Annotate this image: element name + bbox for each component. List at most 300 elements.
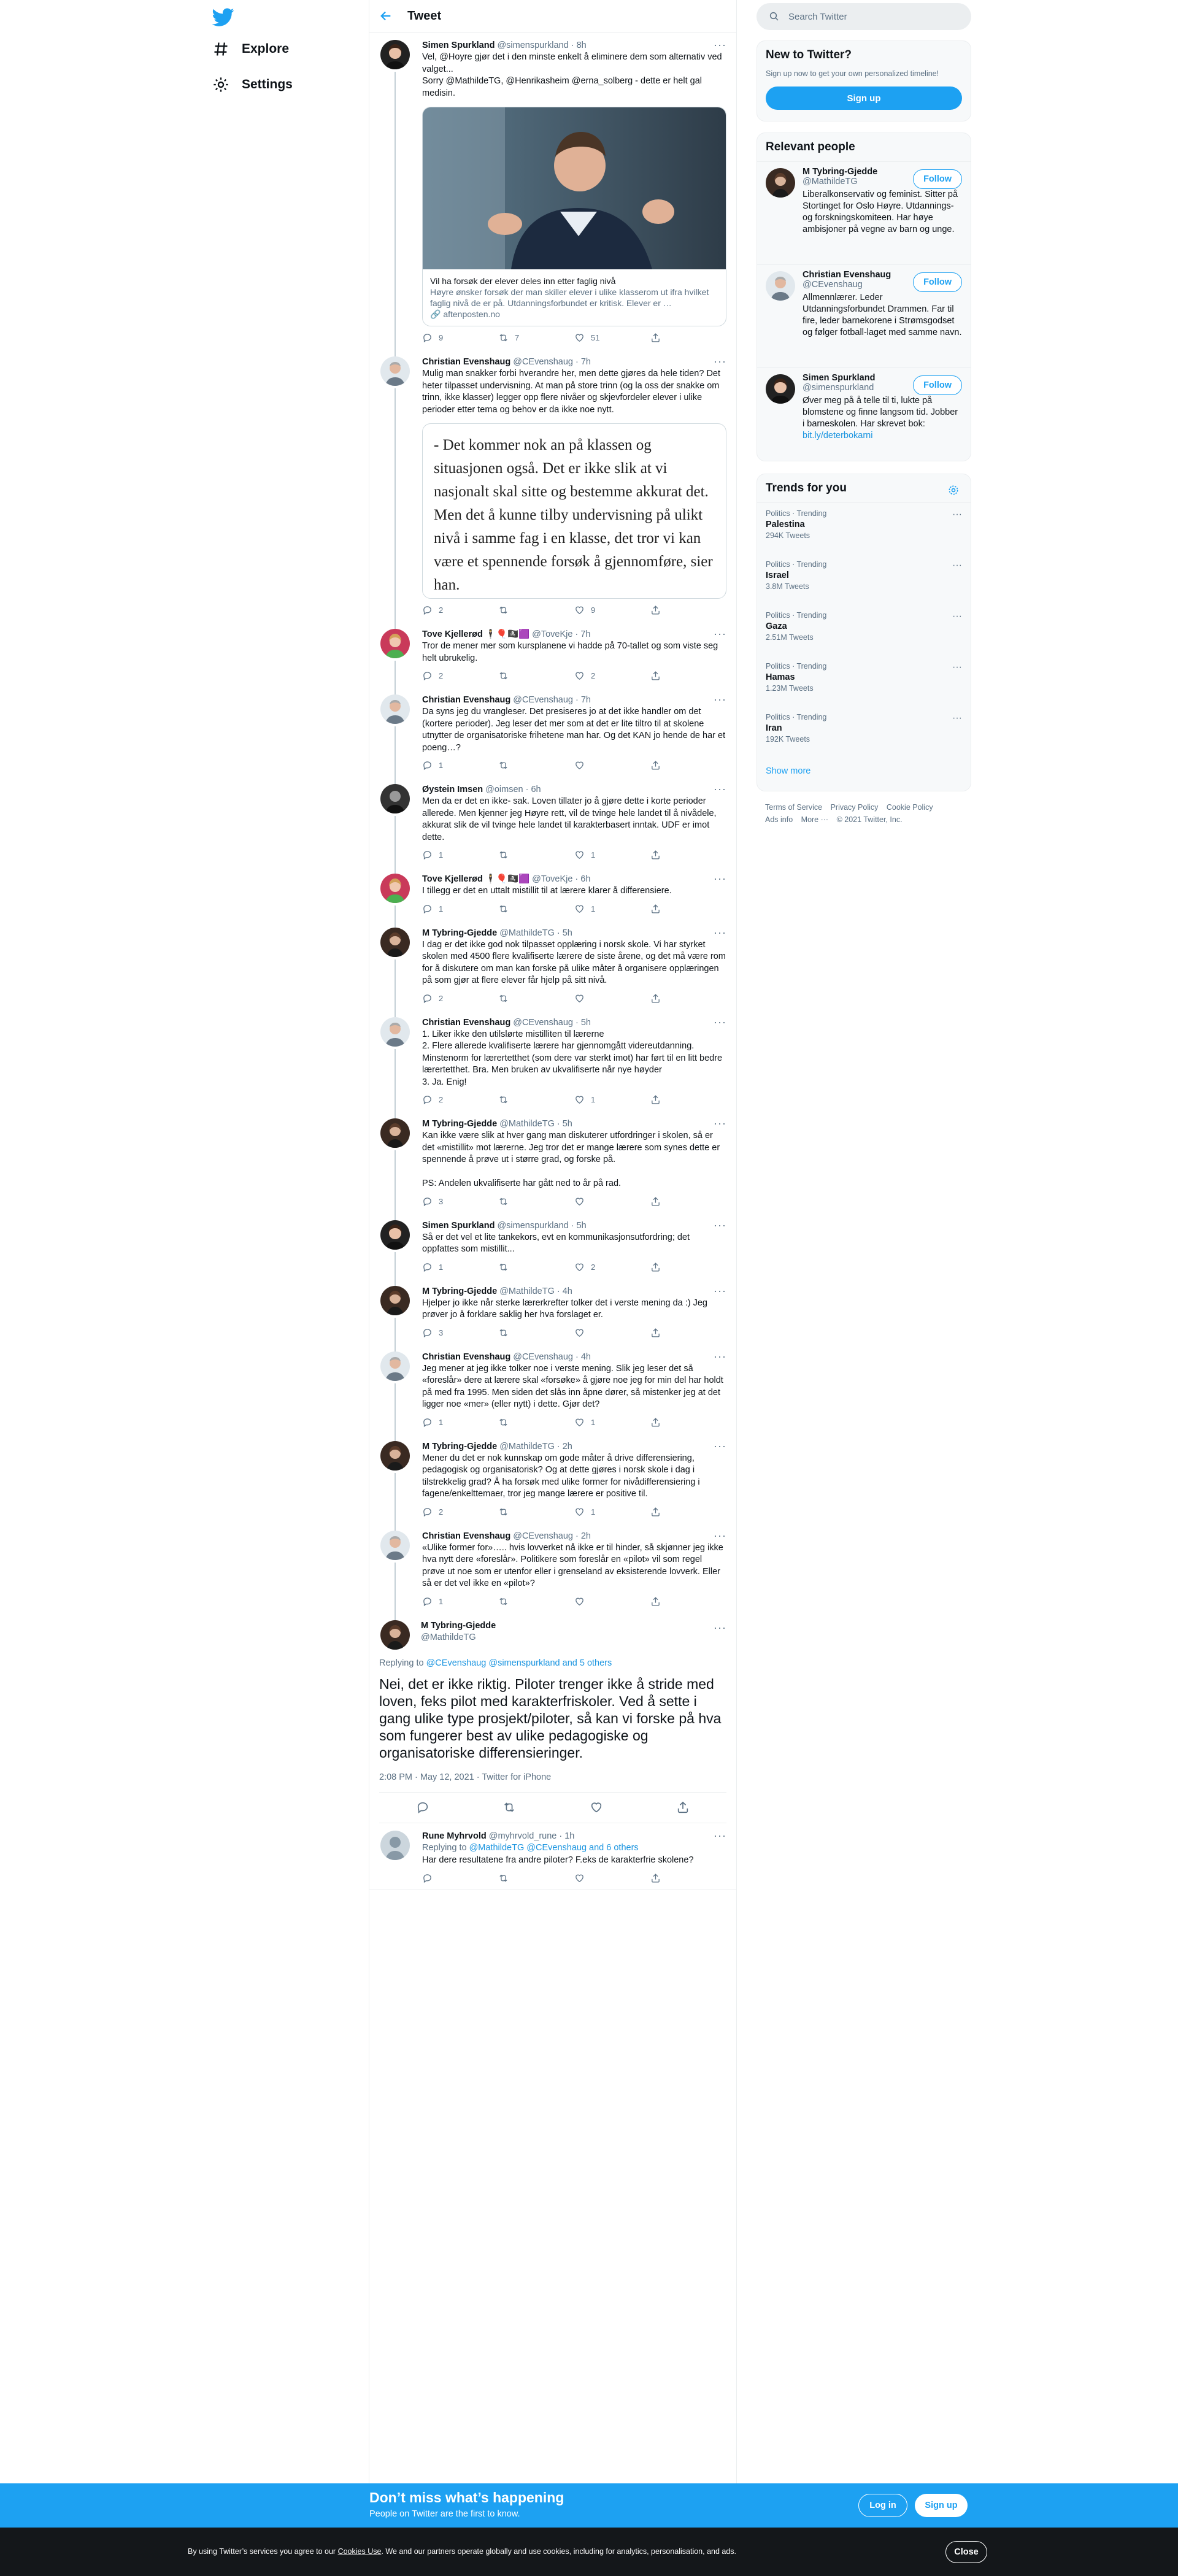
author-name[interactable]: M Tybring-Gjedde — [422, 1286, 498, 1296]
reply-count: 1 — [439, 1596, 444, 1606]
replying-to-link[interactable]: @MathildeTG @CEvenshaug and 6 others — [469, 1842, 639, 1853]
separator: · — [575, 629, 579, 639]
more-icon[interactable]: ··· — [714, 1284, 726, 1297]
trend-name: Israel — [766, 571, 789, 580]
reply-icon — [422, 671, 433, 681]
thread-connector — [395, 1150, 396, 1220]
search-bar[interactable] — [756, 3, 971, 30]
like-icon — [574, 1094, 585, 1105]
more-icon[interactable]: ··· — [714, 1529, 726, 1542]
retweet-button[interactable] — [498, 760, 574, 771]
trend-item[interactable] — [757, 503, 971, 554]
author-handle[interactable]: @simenspurkland — [497, 1220, 569, 1231]
avatar[interactable] — [380, 356, 410, 386]
focus-tweet-text: Nei, det er ikke riktig. Piloter trenger ikke å stride med loven, feks pilot med karakterfriskoler. Ved å sette i gang ulike type prosjekt/piloter, så kan vi forske på hva som fungerer best av ulike pedagogiske og organisatoriske differensieringer. — [379, 1675, 722, 1761]
author-name[interactable]: Simen Spurkland — [422, 40, 495, 50]
avatar[interactable] — [380, 1118, 410, 1148]
thread-connector — [395, 72, 396, 356]
author-name[interactable]: Christian Evenshaug — [422, 1351, 511, 1362]
avatar[interactable] — [380, 1286, 410, 1315]
focus-timestamp[interactable]: 2:08 PM · May 12, 2021 · Twitter for iPhone — [379, 1772, 726, 1793]
share-icon — [650, 333, 661, 343]
tweet-time[interactable]: 6h — [580, 874, 591, 884]
back-arrow-icon[interactable] — [379, 9, 393, 23]
author-handle[interactable]: @CEvenshaug — [513, 695, 573, 705]
like-icon — [574, 993, 585, 1004]
more-icon[interactable]: ··· — [714, 1350, 726, 1363]
person-handle[interactable]: @MathildeTG — [803, 177, 858, 186]
like-icon — [574, 760, 585, 771]
avatar[interactable] — [380, 40, 410, 69]
like-button[interactable] — [574, 1094, 650, 1105]
share-icon — [650, 1873, 661, 1883]
share-button[interactable] — [650, 333, 726, 343]
reply-count: 1 — [439, 1262, 444, 1272]
quoted-image[interactable]: - Det kommer nok an på klassen og situasjonen også. Det er ikke slik at vi nasjonalt skal sitte og bestemme akkurat det. Men det å kunne tilby undervisning på ulikt nivå i samme fag i en klasse, det tror vi kan være et spennende forsøk å gjennomføre, sier han. — [422, 423, 726, 599]
tweet-time[interactable]: 5h — [576, 1220, 587, 1231]
like-icon — [574, 1873, 585, 1883]
person-bio: Allmennlærer. Leder Utdanningsforbundet Drammen. Far til fire, leder barnekorene i Strømsgodset og følger fotball-laget med samme navn. — [803, 293, 962, 337]
author-handle[interactable]: @simenspurkland — [497, 40, 569, 50]
reply-icon[interactable] — [416, 1801, 429, 1814]
nav-settings-label: Settings — [242, 77, 293, 91]
footer-privacy[interactable]: Privacy Policy — [830, 803, 879, 812]
show-more-link[interactable]: Show more — [766, 766, 811, 776]
reply-button[interactable] — [422, 1596, 498, 1607]
reply-count: 3 — [439, 1196, 444, 1206]
avatar[interactable] — [380, 629, 410, 658]
author-handle[interactable]: @CEvenshaug — [513, 1351, 573, 1362]
reply-button[interactable] — [422, 1328, 498, 1338]
separator: · — [556, 1119, 560, 1129]
trend-count: 1.23M Tweets — [766, 684, 814, 693]
page-title: Tweet — [407, 9, 442, 23]
reply-button[interactable] — [422, 850, 498, 860]
like-button[interactable] — [574, 605, 650, 615]
retweet-icon — [498, 1417, 509, 1428]
like-count: 1 — [591, 850, 596, 859]
share-button[interactable] — [650, 605, 726, 615]
retweet-button[interactable] — [498, 850, 574, 860]
thread-tweet[interactable] — [369, 1213, 736, 1278]
like-icon — [574, 671, 585, 681]
author-name[interactable]: Øystein Imsen — [422, 785, 483, 794]
like-button[interactable] — [574, 1417, 650, 1428]
thread-tweet[interactable] — [369, 1111, 736, 1213]
retweet-button[interactable] — [498, 1328, 574, 1338]
tweet-text: Men da er det en ikke- sak. Loven tillater jo å gjøre dette i korte perioder allerede. Men kjenner jeg Høyre rett, vil de tvinge hele landet til å nivådele, akkurat slik de vil tvinge hele landet til karakterbasert inntak. UDF er imot dette. — [422, 796, 717, 842]
share-button[interactable] — [650, 1507, 726, 1517]
author-name[interactable]: M Tybring-Gjedde — [422, 1441, 498, 1451]
reply-button[interactable] — [422, 333, 498, 343]
author-name[interactable]: Rune Myhrvold — [422, 1831, 487, 1841]
reply-button[interactable] — [422, 1507, 498, 1517]
twitter-logo-icon[interactable] — [212, 6, 234, 28]
thread-tweet[interactable] — [369, 33, 736, 349]
like-button[interactable] — [574, 1507, 650, 1517]
thread-tweet[interactable] — [369, 1434, 736, 1523]
tweet-time[interactable]: 4h — [580, 1351, 591, 1362]
author-name[interactable]: Tove Kjellerød 🕴🎈🏴‍☠️🟪 — [422, 874, 530, 884]
author-handle[interactable]: @CEvenshaug — [513, 1531, 573, 1541]
retweet-button[interactable] — [498, 1417, 574, 1428]
thread-tweet[interactable] — [369, 1278, 736, 1344]
more-icon[interactable]: ··· — [714, 872, 726, 885]
more-icon[interactable]: ··· — [714, 1117, 726, 1129]
trend-item[interactable] — [757, 554, 971, 605]
nav-explore[interactable] — [212, 40, 289, 58]
more-icon[interactable]: ··· — [952, 560, 962, 571]
new-to-twitter-panel — [756, 40, 971, 121]
tweet-text: Så er det vel et lite tankekors, evt en kommunikasjonsutfordring; det oppfattes som mistillit... — [422, 1232, 690, 1254]
avatar[interactable] — [380, 928, 410, 957]
like-button[interactable] — [574, 904, 650, 914]
tweet-actions — [422, 1873, 726, 1883]
like-button[interactable] — [574, 1262, 650, 1272]
like-count: 2 — [591, 1262, 596, 1272]
reply-count: 2 — [439, 993, 444, 1003]
like-icon[interactable] — [590, 1801, 603, 1814]
more-icon[interactable]: ··· — [714, 1829, 726, 1842]
trends-list — [757, 503, 971, 758]
avatar[interactable] — [380, 1620, 410, 1650]
like-button[interactable] — [574, 993, 650, 1004]
search-input[interactable]: Search Twitter — [788, 11, 847, 22]
more-icon[interactable]: ··· — [714, 628, 726, 640]
share-icon — [650, 1328, 661, 1338]
trend-name: Palestina — [766, 520, 805, 529]
person-bio-text: Øver meg på å telle til ti, lukte på blomstene og finne langsom tid. Jobber i barneskolen. Har skrevet bok: — [803, 396, 958, 429]
like-icon — [574, 1507, 585, 1517]
reply-button[interactable] — [422, 1196, 498, 1207]
avatar[interactable] — [380, 784, 410, 813]
cookie-banner — [0, 2528, 1178, 2576]
like-button[interactable] — [574, 760, 650, 771]
tweet-time[interactable]: 1h — [564, 1831, 575, 1841]
retweet-button[interactable] — [498, 333, 574, 343]
panel-title — [757, 474, 971, 503]
retweet-button[interactable] — [498, 605, 574, 615]
trend-category: Politics · Trending — [766, 560, 827, 569]
separator: · — [556, 928, 560, 938]
separator: · — [575, 1017, 579, 1028]
tweet-time[interactable]: 7h — [580, 629, 591, 639]
reply-icon — [422, 605, 433, 615]
avatar[interactable] — [766, 271, 795, 301]
retweet-button[interactable] — [498, 1507, 574, 1517]
retweet-count: 7 — [515, 333, 520, 342]
author-handle[interactable]: @MathildeTG — [499, 1119, 555, 1129]
author-handle[interactable]: @oimsen — [485, 785, 523, 794]
author-handle[interactable]: @MathildeTG — [499, 928, 555, 938]
like-icon — [574, 850, 585, 860]
gear-icon[interactable] — [947, 484, 960, 496]
author-name[interactable]: Simen Spurkland — [422, 1220, 495, 1231]
author-handle[interactable]: @CEvenshaug — [513, 1017, 573, 1028]
like-button[interactable] — [574, 1596, 650, 1607]
thread-tweet[interactable] — [369, 1010, 736, 1112]
like-button[interactable] — [574, 1196, 650, 1207]
person-card[interactable] — [757, 368, 971, 460]
avatar[interactable] — [380, 1017, 410, 1047]
trend-name: Iran — [766, 723, 782, 733]
reply-button[interactable] — [422, 993, 498, 1004]
share-button[interactable] — [650, 671, 726, 681]
author-handle[interactable]: @CEvenshaug — [513, 357, 573, 367]
share-button[interactable] — [650, 1328, 726, 1338]
retweet-button[interactable] — [498, 993, 574, 1004]
author-handle[interactable]: @ToveKje — [532, 629, 573, 639]
more-icon[interactable]: ··· — [952, 509, 962, 520]
trend-item[interactable] — [757, 656, 971, 707]
tweet-actions — [422, 1196, 726, 1207]
footer-cookie[interactable]: Cookie Policy — [886, 803, 933, 812]
reply-button[interactable] — [422, 1873, 498, 1883]
thread-tweet[interactable] — [369, 1523, 736, 1613]
replying-to-link[interactable]: @CEvenshaug @simenspurkland and 5 others — [426, 1658, 612, 1668]
retweet-icon — [498, 605, 509, 615]
author-name[interactable]: Christian Evenshaug — [422, 695, 511, 705]
share-icon — [650, 760, 661, 771]
share-button[interactable] — [650, 1596, 726, 1607]
more-icon[interactable]: ··· — [714, 783, 726, 795]
tweet-text: Tror de mener mer som kursplanene vi hadde på 70-tallet og som viste seg helt ubrukelig. — [422, 641, 718, 663]
footer-ads[interactable]: Ads info — [765, 815, 793, 824]
trend-item[interactable] — [757, 707, 971, 758]
tweet-time[interactable]: 7h — [580, 357, 591, 367]
thread-tweet[interactable] — [369, 777, 736, 866]
more-icon[interactable]: ··· — [952, 611, 962, 621]
more-icon[interactable]: ··· — [714, 39, 726, 51]
signup-button[interactable]: Sign up — [915, 2494, 968, 2517]
tweet-time[interactable]: 7h — [580, 695, 591, 705]
reply-button[interactable] — [422, 605, 498, 615]
thread-tweet[interactable] — [369, 687, 736, 777]
nav-settings[interactable] — [212, 76, 293, 93]
reply-count: 1 — [439, 904, 444, 913]
share-button[interactable] — [650, 1196, 726, 1207]
separator: · — [575, 1531, 579, 1541]
share-button[interactable] — [650, 1094, 726, 1105]
avatar[interactable] — [380, 1220, 410, 1250]
share-button[interactable] — [650, 904, 726, 914]
tweet-time[interactable]: 5h — [562, 928, 572, 938]
footer-more[interactable]: More ··· — [801, 815, 829, 824]
thread-tweet[interactable] — [369, 1344, 736, 1434]
share-button[interactable] — [650, 1417, 726, 1428]
trend-category: Politics · Trending — [766, 662, 827, 671]
tweet-text: Mulig man snakker forbi hverandre her, men dette gjøres da hele tiden? Det heter tilpasset undervisning. At man på store trinn (og la oss der snakke om trinn, ikke klasser) legger opp flere nivåer og skjevfordeler elever i ulike perioder etter tema og behov er da ikke noe nytt. — [422, 369, 721, 415]
share-icon — [650, 1196, 661, 1207]
retweet-button[interactable] — [498, 1094, 574, 1105]
share-icon[interactable] — [676, 1801, 690, 1814]
like-count: 51 — [591, 333, 600, 342]
like-button[interactable] — [574, 850, 650, 860]
reply-icon — [422, 1507, 433, 1517]
thread-tweet[interactable] — [369, 920, 736, 1010]
reply-button[interactable] — [422, 904, 498, 914]
reply-button[interactable] — [422, 1262, 498, 1272]
focus-author-name[interactable]: M Tybring-Gjedde — [421, 1620, 496, 1631]
author-handle[interactable]: @myhrvold_rune — [488, 1831, 557, 1841]
more-icon[interactable]: ··· — [714, 1439, 726, 1452]
reply-icon — [422, 333, 433, 343]
share-button[interactable] — [650, 1262, 726, 1272]
retweet-button[interactable] — [498, 671, 574, 681]
replying-prefix: Replying to — [379, 1658, 426, 1668]
person-handle[interactable]: @CEvenshaug — [803, 280, 863, 290]
more-icon[interactable]: ··· — [714, 1218, 726, 1231]
thread-tweet[interactable] — [369, 621, 736, 687]
share-icon — [650, 1507, 661, 1517]
avatar[interactable] — [380, 1441, 410, 1471]
tweet-time[interactable]: 2h — [562, 1441, 572, 1451]
trend-category: Politics · Trending — [766, 611, 827, 620]
signup-button[interactable]: Sign up — [766, 87, 962, 110]
retweet-button[interactable] — [498, 1196, 574, 1207]
reply-button[interactable] — [422, 1094, 498, 1105]
share-button[interactable] — [650, 1873, 726, 1883]
like-button[interactable] — [574, 671, 650, 681]
tweet-time[interactable]: 2h — [580, 1531, 591, 1541]
avatar[interactable] — [380, 1531, 410, 1560]
login-button[interactable]: Log in — [858, 2494, 907, 2517]
reply-button[interactable] — [422, 1417, 498, 1428]
thread-tweet[interactable] — [369, 866, 736, 920]
retweet-button[interactable] — [498, 1262, 574, 1272]
separator: · — [575, 695, 579, 705]
retweet-button[interactable] — [498, 904, 574, 914]
avatar[interactable] — [380, 1831, 410, 1860]
share-icon — [650, 904, 661, 914]
tweet-actions — [422, 993, 726, 1004]
bio-link[interactable]: bit.ly/deterbokarni — [803, 431, 873, 440]
like-count: 9 — [591, 606, 596, 615]
trend-item[interactable] — [757, 605, 971, 656]
close-button[interactable]: Close — [945, 2541, 987, 2563]
tweet-time[interactable]: 4h — [562, 1286, 572, 1296]
card-title: Vil ha forsøk der elever deles inn etter faglig nivå — [430, 276, 616, 286]
more-icon[interactable]: ··· — [714, 1015, 726, 1028]
like-icon — [574, 1328, 585, 1338]
card-image — [423, 107, 726, 269]
share-button[interactable] — [650, 760, 726, 771]
retweet-button[interactable] — [498, 1873, 574, 1883]
like-button[interactable] — [574, 333, 650, 343]
search-icon — [769, 11, 780, 22]
avatar[interactable] — [380, 694, 410, 724]
trends-panel — [756, 474, 971, 791]
like-button[interactable] — [574, 1328, 650, 1338]
tweet-time[interactable]: 6h — [531, 785, 541, 794]
trend-category: Politics · Trending — [766, 509, 827, 518]
focus-author-handle[interactable]: @MathildeTG — [421, 1632, 476, 1642]
cookie-text-before: By using Twitter’s services you agree to our — [188, 2547, 338, 2556]
more-icon[interactable]: ··· — [714, 355, 726, 367]
reply-count: 2 — [439, 671, 444, 680]
retweet-icon[interactable] — [502, 1801, 516, 1814]
author-name[interactable]: Christian Evenshaug — [422, 1017, 511, 1028]
person-card[interactable] — [757, 162, 971, 265]
person-name[interactable]: Simen Spurkland — [803, 373, 876, 383]
footer-links — [765, 801, 961, 826]
link-card[interactable] — [422, 107, 726, 326]
author-name[interactable]: M Tybring-Gjedde — [422, 928, 498, 938]
follow-button[interactable]: Follow — [913, 272, 962, 292]
follow-button[interactable]: Follow — [913, 169, 962, 189]
avatar[interactable] — [766, 374, 795, 404]
trends-title: Trends for you — [766, 482, 847, 494]
author-name[interactable]: Christian Evenshaug — [422, 357, 511, 367]
retweet-icon — [498, 1094, 509, 1105]
reply-tweet[interactable] — [369, 1823, 736, 1890]
thread-tweet[interactable] — [369, 349, 736, 621]
share-icon — [650, 1417, 661, 1428]
person-handle[interactable]: @simenspurkland — [803, 383, 874, 393]
tweet-time[interactable]: 5h — [580, 1017, 591, 1028]
reply-icon — [422, 1873, 433, 1883]
more-icon[interactable]: ··· — [714, 693, 726, 706]
avatar[interactable] — [766, 168, 795, 198]
author-name[interactable]: M Tybring-Gjedde — [422, 1119, 498, 1129]
tweet-time[interactable]: 8h — [576, 40, 587, 50]
reply-icon — [422, 1328, 433, 1338]
person-name[interactable]: M Tybring-Gjedde — [803, 167, 878, 177]
person-card[interactable] — [757, 265, 971, 368]
more-icon[interactable]: ··· — [952, 662, 962, 672]
avatar[interactable] — [380, 1351, 410, 1381]
main-column — [369, 0, 737, 2576]
trend-name: Hamas — [766, 672, 795, 682]
retweet-icon — [498, 1328, 509, 1338]
cookie-link[interactable]: Cookies Use — [337, 2547, 382, 2556]
author-handle[interactable]: @MathildeTG — [499, 1286, 555, 1296]
avatar[interactable] — [380, 874, 410, 903]
like-icon — [574, 1196, 585, 1207]
like-icon — [574, 605, 585, 615]
reply-button[interactable] — [422, 671, 498, 681]
separator: · — [575, 874, 579, 884]
share-button[interactable] — [650, 850, 726, 860]
author-handle[interactable]: @ToveKje — [532, 874, 573, 884]
more-icon[interactable]: ··· — [714, 1621, 726, 1634]
footer-terms[interactable]: Terms of Service — [765, 803, 823, 812]
like-count: 2 — [591, 671, 596, 680]
reply-icon — [422, 1596, 433, 1607]
separator: · — [556, 1286, 560, 1296]
card-domain: 🔗 aftenposten.no — [430, 309, 500, 319]
more-icon[interactable]: ··· — [952, 713, 962, 723]
person-name[interactable]: Christian Evenshaug — [803, 270, 891, 280]
nav-explore-label: Explore — [242, 42, 290, 56]
retweet-button[interactable] — [498, 1596, 574, 1607]
like-button[interactable] — [574, 1873, 650, 1883]
gear-icon — [212, 76, 229, 93]
thread-connector — [395, 388, 396, 629]
share-button[interactable] — [650, 993, 726, 1004]
follow-button[interactable]: Follow — [913, 375, 962, 395]
author-handle[interactable]: @MathildeTG — [499, 1441, 555, 1451]
trend-count: 3.8M Tweets — [766, 582, 809, 591]
reply-icon — [422, 760, 433, 771]
tweet-time[interactable]: 5h — [562, 1119, 572, 1129]
tweet-text: Kan ikke være slik at hver gang man diskuterer utfordringer i skolen, så er det «mistillit» mot lærerne. Jeg tror det er mange lærere som synes dette er spennende å prøve ut i større grad, og forske på. PS: Andelen ukvalifiserte har gått ned to år på rad. — [422, 1131, 720, 1188]
reply-button[interactable] — [422, 760, 498, 771]
author-name[interactable]: Tove Kjellerød 🕴🎈🏴‍☠️🟪 — [422, 629, 530, 639]
banner-subtitle: People on Twitter are the first to know. — [369, 2509, 520, 2519]
author-name[interactable]: Christian Evenshaug — [422, 1531, 511, 1541]
more-icon[interactable]: ··· — [714, 926, 726, 939]
